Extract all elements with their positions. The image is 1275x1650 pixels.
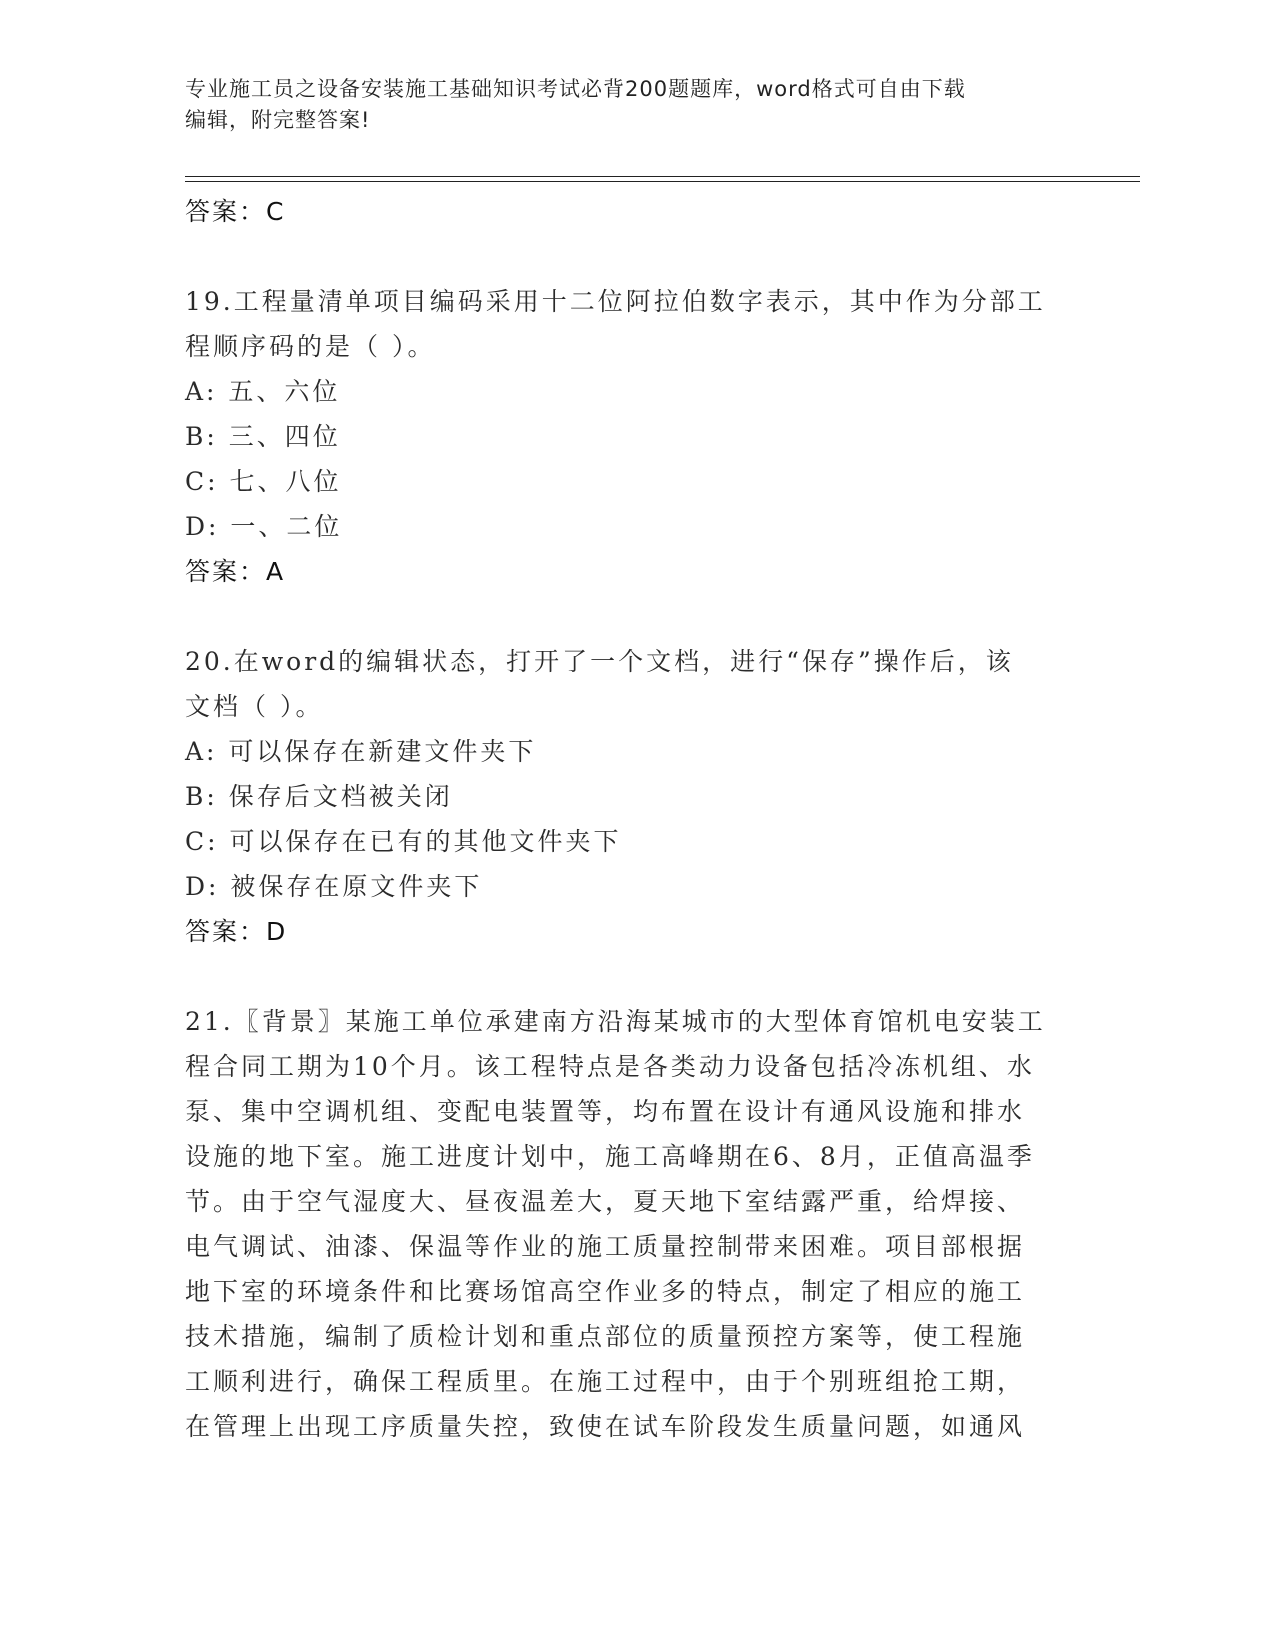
question-21-line-5: 节。由于空气湿度大、昼夜温差大，夏天地下室结露严重，给焊接、 (185, 1187, 1026, 1216)
question-19-stem-line-2: 程顺序码的是（ ）。 (185, 332, 436, 361)
question-20-stem-line-1: 20.在word的编辑状态，打开了一个文档，进行“保存”操作后，该 (185, 647, 1014, 676)
question-21-line-4: 设施的地下室。施工进度计划中，施工高峰期在6、8月，正值高温季 (185, 1142, 1035, 1171)
question-21-line-10: 在管理上出现工序质量失控，致使在试车阶段发生质量问题，如通风 (185, 1412, 1026, 1441)
question-20 (185, 639, 1065, 954)
question-20-stem-line-2: 文档（ ）。 (185, 692, 324, 721)
question-20-answer: 答案：D (185, 917, 288, 946)
question-20-option-d: D: 被保存在原文件夹下 (185, 872, 483, 901)
question-21-line-2: 程合同工期为10个月。该工程特点是各类动力设备包括冷冻机组、水 (185, 1052, 1035, 1081)
question-21-line-8: 技术措施，编制了质检计划和重点部位的质量预控方案等，使工程施 (185, 1322, 1026, 1351)
question-20-option-c: C: 可以保存在已有的其他文件夹下 (185, 827, 622, 856)
question-20-option-b: B: 保存后文档被关闭 (185, 782, 453, 811)
question-19-stem-line-1: 19.工程量清单项目编码采用十二位阿拉伯数字表示，其中作为分部工 (185, 287, 1046, 316)
question-19-option-b: B: 三、四位 (185, 422, 341, 451)
previous-answer: 答案：C (185, 197, 286, 226)
question-19-answer: 答案：A (185, 557, 286, 586)
header-rule-top (185, 176, 1140, 177)
question-21-line-3: 泵、集中空调机组、变配电装置等，均布置在设计有通风设施和排水 (185, 1097, 1026, 1126)
question-21-line-6: 电气调试、油漆、保温等作业的施工质量控制带来困难。项目部根据 (185, 1232, 1026, 1261)
spacer (185, 954, 1065, 999)
header-line-2: 编辑，附完整答案! (185, 108, 371, 132)
document-header (185, 74, 1065, 136)
header-line-1: 专业施工员之设备安装施工基础知识考试必背200题题库，word格式可自由下载 (185, 77, 966, 101)
question-20-option-a: A: 可以保存在新建文件夹下 (185, 737, 537, 766)
spacer (185, 594, 1065, 639)
spacer (185, 234, 1065, 279)
question-21-line-7: 地下室的环境条件和比赛场馆高空作业多的特点，制定了相应的施工 (185, 1277, 1026, 1306)
question-21-line-9: 工顺利进行，确保工程质里。在施工过程中，由于个别班组抢工期， (185, 1367, 1026, 1396)
document-body (185, 189, 1065, 1449)
question-21 (185, 999, 1065, 1449)
header-rule-bottom (185, 181, 1140, 182)
question-21-line-1: 21.〖背景〗某施工单位承建南方沿海某城市的大型体育馆机电安装工 (185, 1007, 1046, 1036)
question-19-option-d: D: 一、二位 (185, 512, 343, 541)
question-19-option-c: C: 七、八位 (185, 467, 342, 496)
question-19 (185, 279, 1065, 594)
question-19-option-a: A: 五、六位 (185, 377, 341, 406)
